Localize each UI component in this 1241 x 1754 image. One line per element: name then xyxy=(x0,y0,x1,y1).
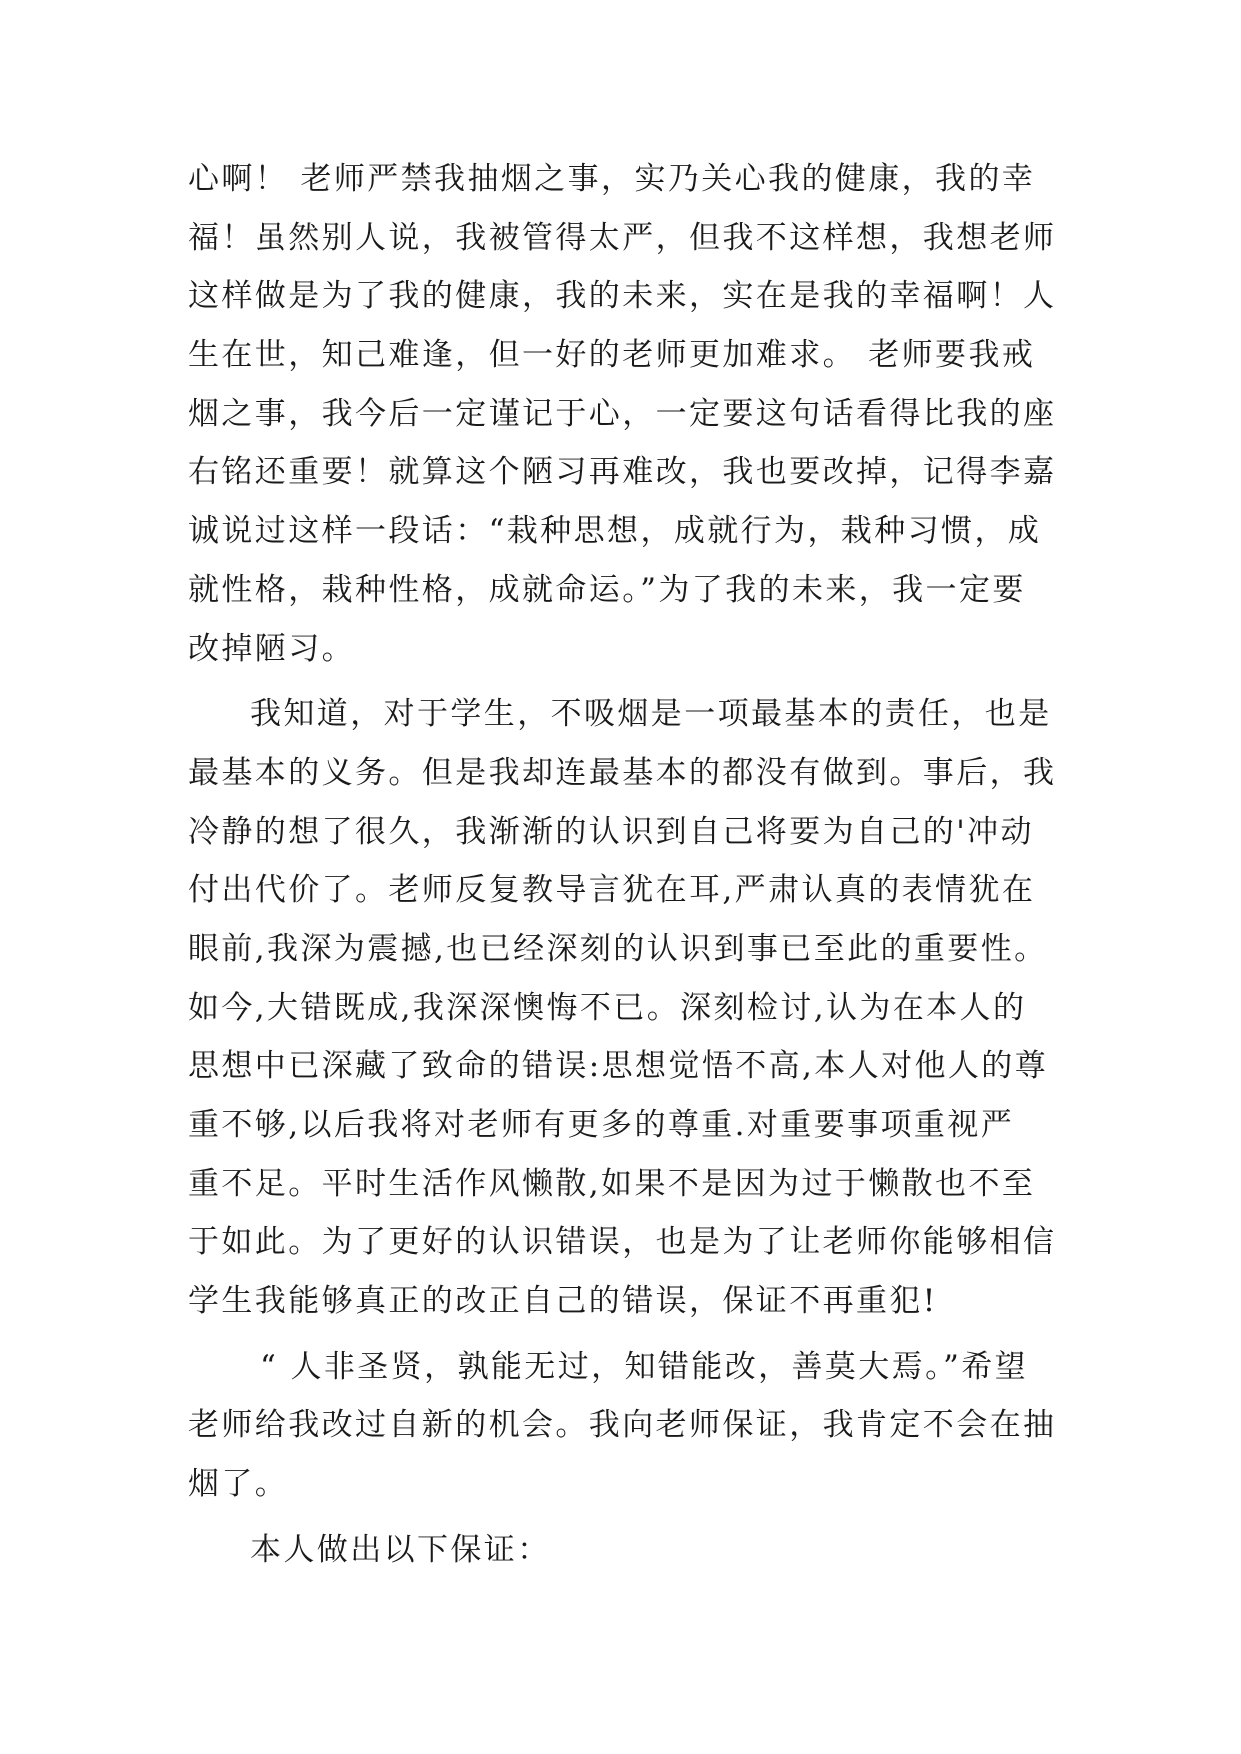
text-line: 于如此。为了更好的认识错误，也是为了让老师你能够相信 xyxy=(188,1224,1057,1261)
text-line: 福！虽然别人说，我被管得太严，但我不这样想，我想老师 xyxy=(188,219,1057,256)
text-line: 改掉陋习。 xyxy=(188,630,355,667)
text-line: 如今,大错既成,我深深懊悔不已。深刻检讨,认为在本人的 xyxy=(188,989,1027,1026)
document-body xyxy=(188,150,1068,1580)
text-line: 重不够,以后我将对老师有更多的尊重.对重要事项重视严 xyxy=(188,1107,1015,1143)
text-line: 心啊！ 老师严禁我抽烟之事，实乃关心我的健康，我的幸 xyxy=(188,161,1036,197)
text-line: 诚说过这样一段话：“栽种思想，成就行为，栽种习惯，成 xyxy=(188,513,1042,550)
text-line: 生在世，知己难逢，但一好的老师更加难求。 老师要我戒 xyxy=(188,337,1036,374)
text-line: 付出代价了。老师反复教导言犹在耳,严肃认真的表情犹在 xyxy=(188,872,1036,909)
paragraph-1 xyxy=(188,150,1068,678)
text-line: 我知道，对于学生，不吸烟是一项最基本的责任，也是 xyxy=(250,696,1052,733)
paragraph-4 xyxy=(188,1521,1068,1580)
text-line: 老师给我改过自新的机会。我向老师保证，我肯定不会在抽 xyxy=(188,1407,1057,1444)
text-line: 思想中已深藏了致命的错误:思想觉悟不高,本人对他人的尊 xyxy=(188,1048,1049,1085)
text-line: “ 人非圣贤，孰能无过，知错能改，善莫大焉。”希望 xyxy=(260,1348,1029,1385)
paragraph-gap xyxy=(188,678,1068,685)
paragraph-gap xyxy=(188,1331,1068,1338)
text-line: 烟之事，我今后一定谨记于心，一定要这句话看得比我的座 xyxy=(188,395,1057,432)
text-line: 这样做是为了我的健康，我的未来，实在是我的幸福啊！人 xyxy=(188,278,1057,315)
paragraph-3 xyxy=(188,1338,1068,1514)
text-line: 就性格，栽种性格，成就命运。”为了我的未来，我一定要 xyxy=(188,571,1026,608)
paragraph-gap xyxy=(188,1514,1068,1521)
text-line: 重不足。平时生活作风懒散,如果不是因为过于懒散也不至 xyxy=(188,1165,1036,1202)
text-line: 冷静的想了很久，我渐渐的认识到自己将要为自己的'冲动 xyxy=(188,813,1034,850)
text-line: 学生我能够真正的改正自己的错误，保证不再重犯! xyxy=(188,1283,938,1320)
text-line: 眼前,我深为震撼,也已经深刻的认识到事已至此的重要性。 xyxy=(188,930,1048,967)
paragraph-2 xyxy=(188,685,1068,1331)
text-line: 本人做出以下保证： xyxy=(250,1531,551,1568)
text-line: 右铭还重要！就算这个陋习再难改，我也要改掉，记得李嘉 xyxy=(188,454,1057,491)
text-line: 烟了。 xyxy=(188,1466,289,1503)
text-line: 最基本的义务。但是我却连最基本的都没有做到。事后，我 xyxy=(188,754,1057,791)
